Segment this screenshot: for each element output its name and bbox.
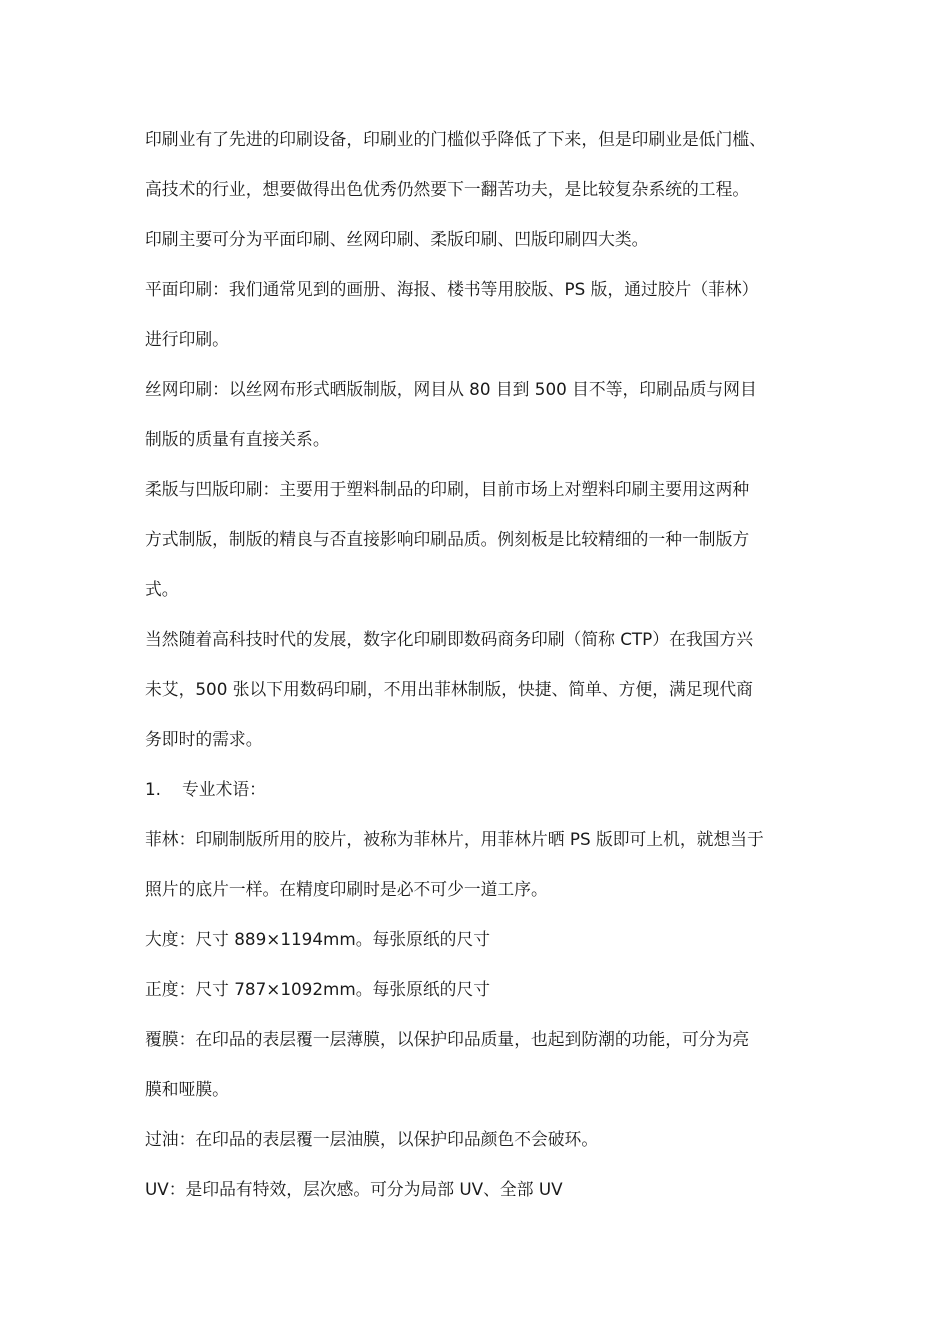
section-title: 专业术语： — [182, 779, 266, 799]
paragraph-line: 式。 — [145, 579, 179, 599]
term-line: UV：是印品有特效，层次感。可分为局部 UV、全部 UV — [145, 1179, 563, 1199]
section-heading — [145, 764, 815, 814]
term-line: 过油：在印品的表层覆一层油膜，以保护印品颜色不会破环。 — [145, 1129, 599, 1149]
term-line: 正度：尺寸 787×1092mm。每张原纸的尺寸 — [145, 979, 490, 999]
term-line: 照片的底片一样。在精度印刷时是必不可少一道工序。 — [145, 879, 548, 899]
paragraph-line: 高技术的行业，想要做得出色优秀仍然要下一翻苦功夫，是比较复杂系统的工程。 — [145, 179, 750, 199]
term-line: 覆膜：在印品的表层覆一层薄膜，以保护印品质量，也起到防潮的功能，可分为亮 — [145, 1029, 750, 1049]
paragraph-line: 务即时的需求。 — [145, 729, 263, 749]
term-line: 菲林：印刷制版所用的胶片，被称为菲林片，用菲林片晒 PS 版即可上机，就想当于 — [145, 829, 764, 849]
term-line: 膜和哑膜。 — [145, 1079, 229, 1099]
paragraph-line: 未艾，500 张以下用数码印刷，不用出菲林制版，快捷、简单、方便，满足现代商 — [145, 679, 753, 699]
paragraph-line: 当然随着高科技时代的发展，数字化印刷即数码商务印刷（简称 CTP）在我国方兴 — [145, 629, 753, 649]
paragraph-line: 方式制版，制版的精良与否直接影响印刷品质。例刻板是比较精细的一种一制版方 — [145, 529, 750, 549]
paragraph-line: 柔版与凹版印刷：主要用于塑料制品的印刷，目前市场上对塑料印刷主要用这两种 — [145, 479, 750, 499]
paragraph-line: 丝网印刷：以丝网布形式晒版制版，网目从 80 目到 500 目不等，印刷品质与网目 — [145, 379, 757, 399]
paragraph-line: 制版的质量有直接关系。 — [145, 429, 330, 449]
paragraph-line: 平面印刷：我们通常见到的画册、海报、楼书等用胶版、PS 版，通过胶片（菲林） — [145, 279, 759, 299]
paragraph-line: 进行印刷。 — [145, 329, 229, 349]
paragraph-line: 印刷业有了先进的印刷设备，印刷业的门槛似乎降低了下来，但是印刷业是低门槛、 — [145, 129, 766, 149]
term-line: 大度：尺寸 889×1194mm。每张原纸的尺寸 — [145, 929, 490, 949]
document-body — [145, 114, 815, 1214]
section-number: 1. — [145, 779, 162, 799]
paragraph-line: 印刷主要可分为平面印刷、丝网印刷、柔版印刷、凹版印刷四大类。 — [145, 229, 649, 249]
